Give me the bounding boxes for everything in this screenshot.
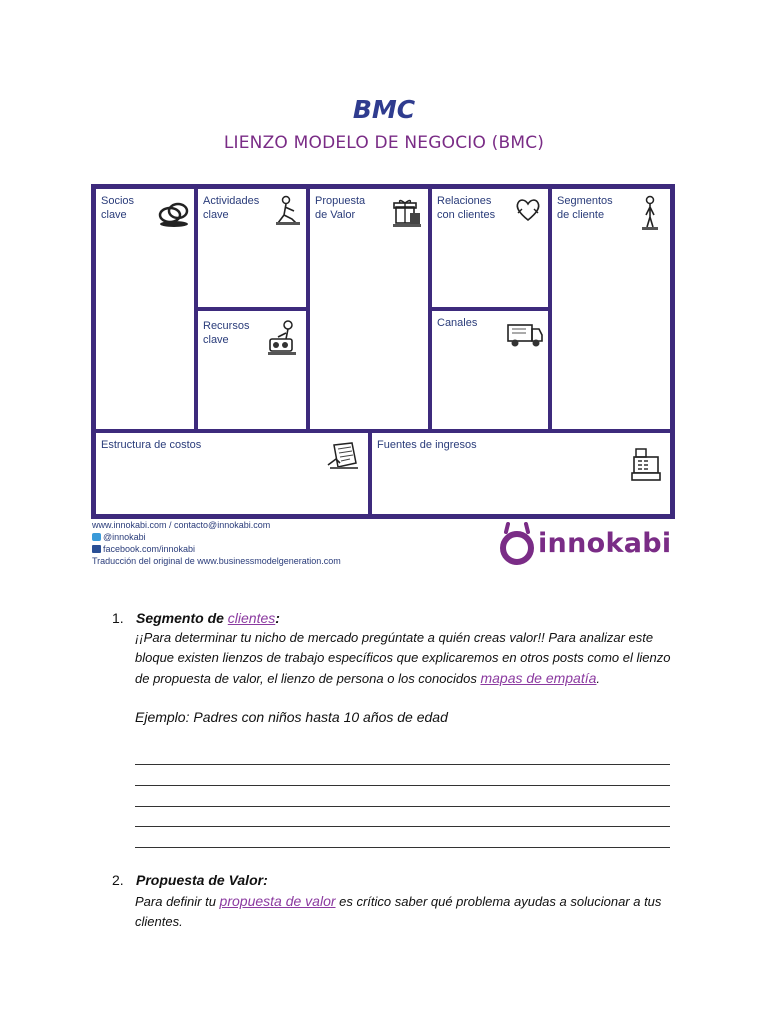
- business-model-canvas: [91, 184, 675, 519]
- block-label: Propuesta de Valor: [315, 195, 366, 221]
- section-propuesta-valor: [112, 872, 682, 888]
- block-fuentes-de-ingresos: [372, 433, 670, 514]
- section-title: Propuesta de Valor:: [136, 872, 268, 888]
- answer-line[interactable]: [135, 806, 670, 807]
- block-canales: [432, 311, 548, 429]
- section-title: Segmento de: [136, 610, 228, 626]
- block-estructura-de-costos: [96, 433, 368, 514]
- website-link[interactable]: www.innokabi.com / contacto@innokabi.com: [92, 520, 271, 530]
- worker-icon: [274, 195, 302, 227]
- propuesta-de-valor-link[interactable]: propuesta de valor: [219, 893, 336, 909]
- block-recursos-clave: [198, 311, 306, 429]
- answer-line[interactable]: [135, 785, 670, 786]
- block-label: Fuentes de ingresos: [377, 439, 477, 451]
- innokabi-logo: [496, 520, 676, 568]
- logo-wordmark: innokabi: [538, 528, 672, 559]
- block-label: Socios clave: [101, 195, 135, 221]
- block-label: Canales: [437, 317, 478, 329]
- handshake-rings-icon: [156, 197, 192, 229]
- block-relaciones-con-clientes: [432, 189, 548, 307]
- credit-text: Traducción del original de www.businessmodelgeneration.com: [92, 556, 341, 566]
- block-label: Actividades clave: [203, 195, 260, 221]
- section1-example: Ejemplo: Padres con niños hasta 10 años de edad: [135, 709, 448, 725]
- block-actividades-clave: [198, 189, 306, 307]
- twitter-link[interactable]: @innokabi: [103, 532, 146, 542]
- invoice-icon: [326, 441, 360, 471]
- cash-register-icon: [630, 445, 662, 483]
- section2-body: Para definir tu propuesta de valor es crítico saber qué problema ayudas a solucionar a tus clientes.: [135, 893, 662, 929]
- block-label: Recursos clave: [203, 320, 250, 346]
- block-propuesta-de-valor: [310, 189, 428, 429]
- innokabi-logo-icon: [498, 522, 536, 566]
- section-number: 2.: [112, 872, 124, 888]
- answer-line[interactable]: [135, 847, 670, 848]
- block-label: Relaciones con clientes: [437, 195, 496, 221]
- answer-line[interactable]: [135, 764, 670, 765]
- facebook-icon: [92, 545, 101, 553]
- block-label: Estructura de costos: [101, 439, 202, 451]
- clientes-link[interactable]: clientes: [227, 610, 276, 626]
- person-machine-icon: [266, 319, 300, 357]
- page-subtitle: LIENZO MODELO DE NEGOCIO (BMC): [223, 133, 545, 153]
- section-number: 1.: [112, 610, 124, 626]
- canvas-credits: [92, 519, 341, 567]
- block-segmentos-de-cliente: [552, 189, 670, 429]
- section-segmento-clientes: 1. Segmento de clientes:: [112, 610, 280, 626]
- delivery-truck-icon: [506, 319, 544, 349]
- twitter-icon: [92, 533, 101, 541]
- block-socios-clave: [96, 189, 194, 429]
- page-title: BMC: [352, 95, 416, 124]
- answer-line[interactable]: [135, 826, 670, 827]
- block-label: Segmentos de cliente: [557, 195, 613, 221]
- person-standing-icon: [640, 195, 660, 231]
- facebook-link[interactable]: facebook.com/innokabi: [103, 544, 196, 554]
- gift-box-icon: [390, 197, 422, 229]
- heart-icon: [514, 197, 542, 223]
- mapas-de-empatia-link[interactable]: mapas de empatía: [480, 670, 597, 686]
- section1-body: ¡¡Para determinar tu nicho de mercado pregúntate a quién creas valor!! Para analizar este bloque existen lienzos de trabajo específicos que explicaremos en otros posts como el lienzo de propuesta de valor, el lienzo de persona o los conocidos mapas de empatía.: [135, 630, 671, 686]
